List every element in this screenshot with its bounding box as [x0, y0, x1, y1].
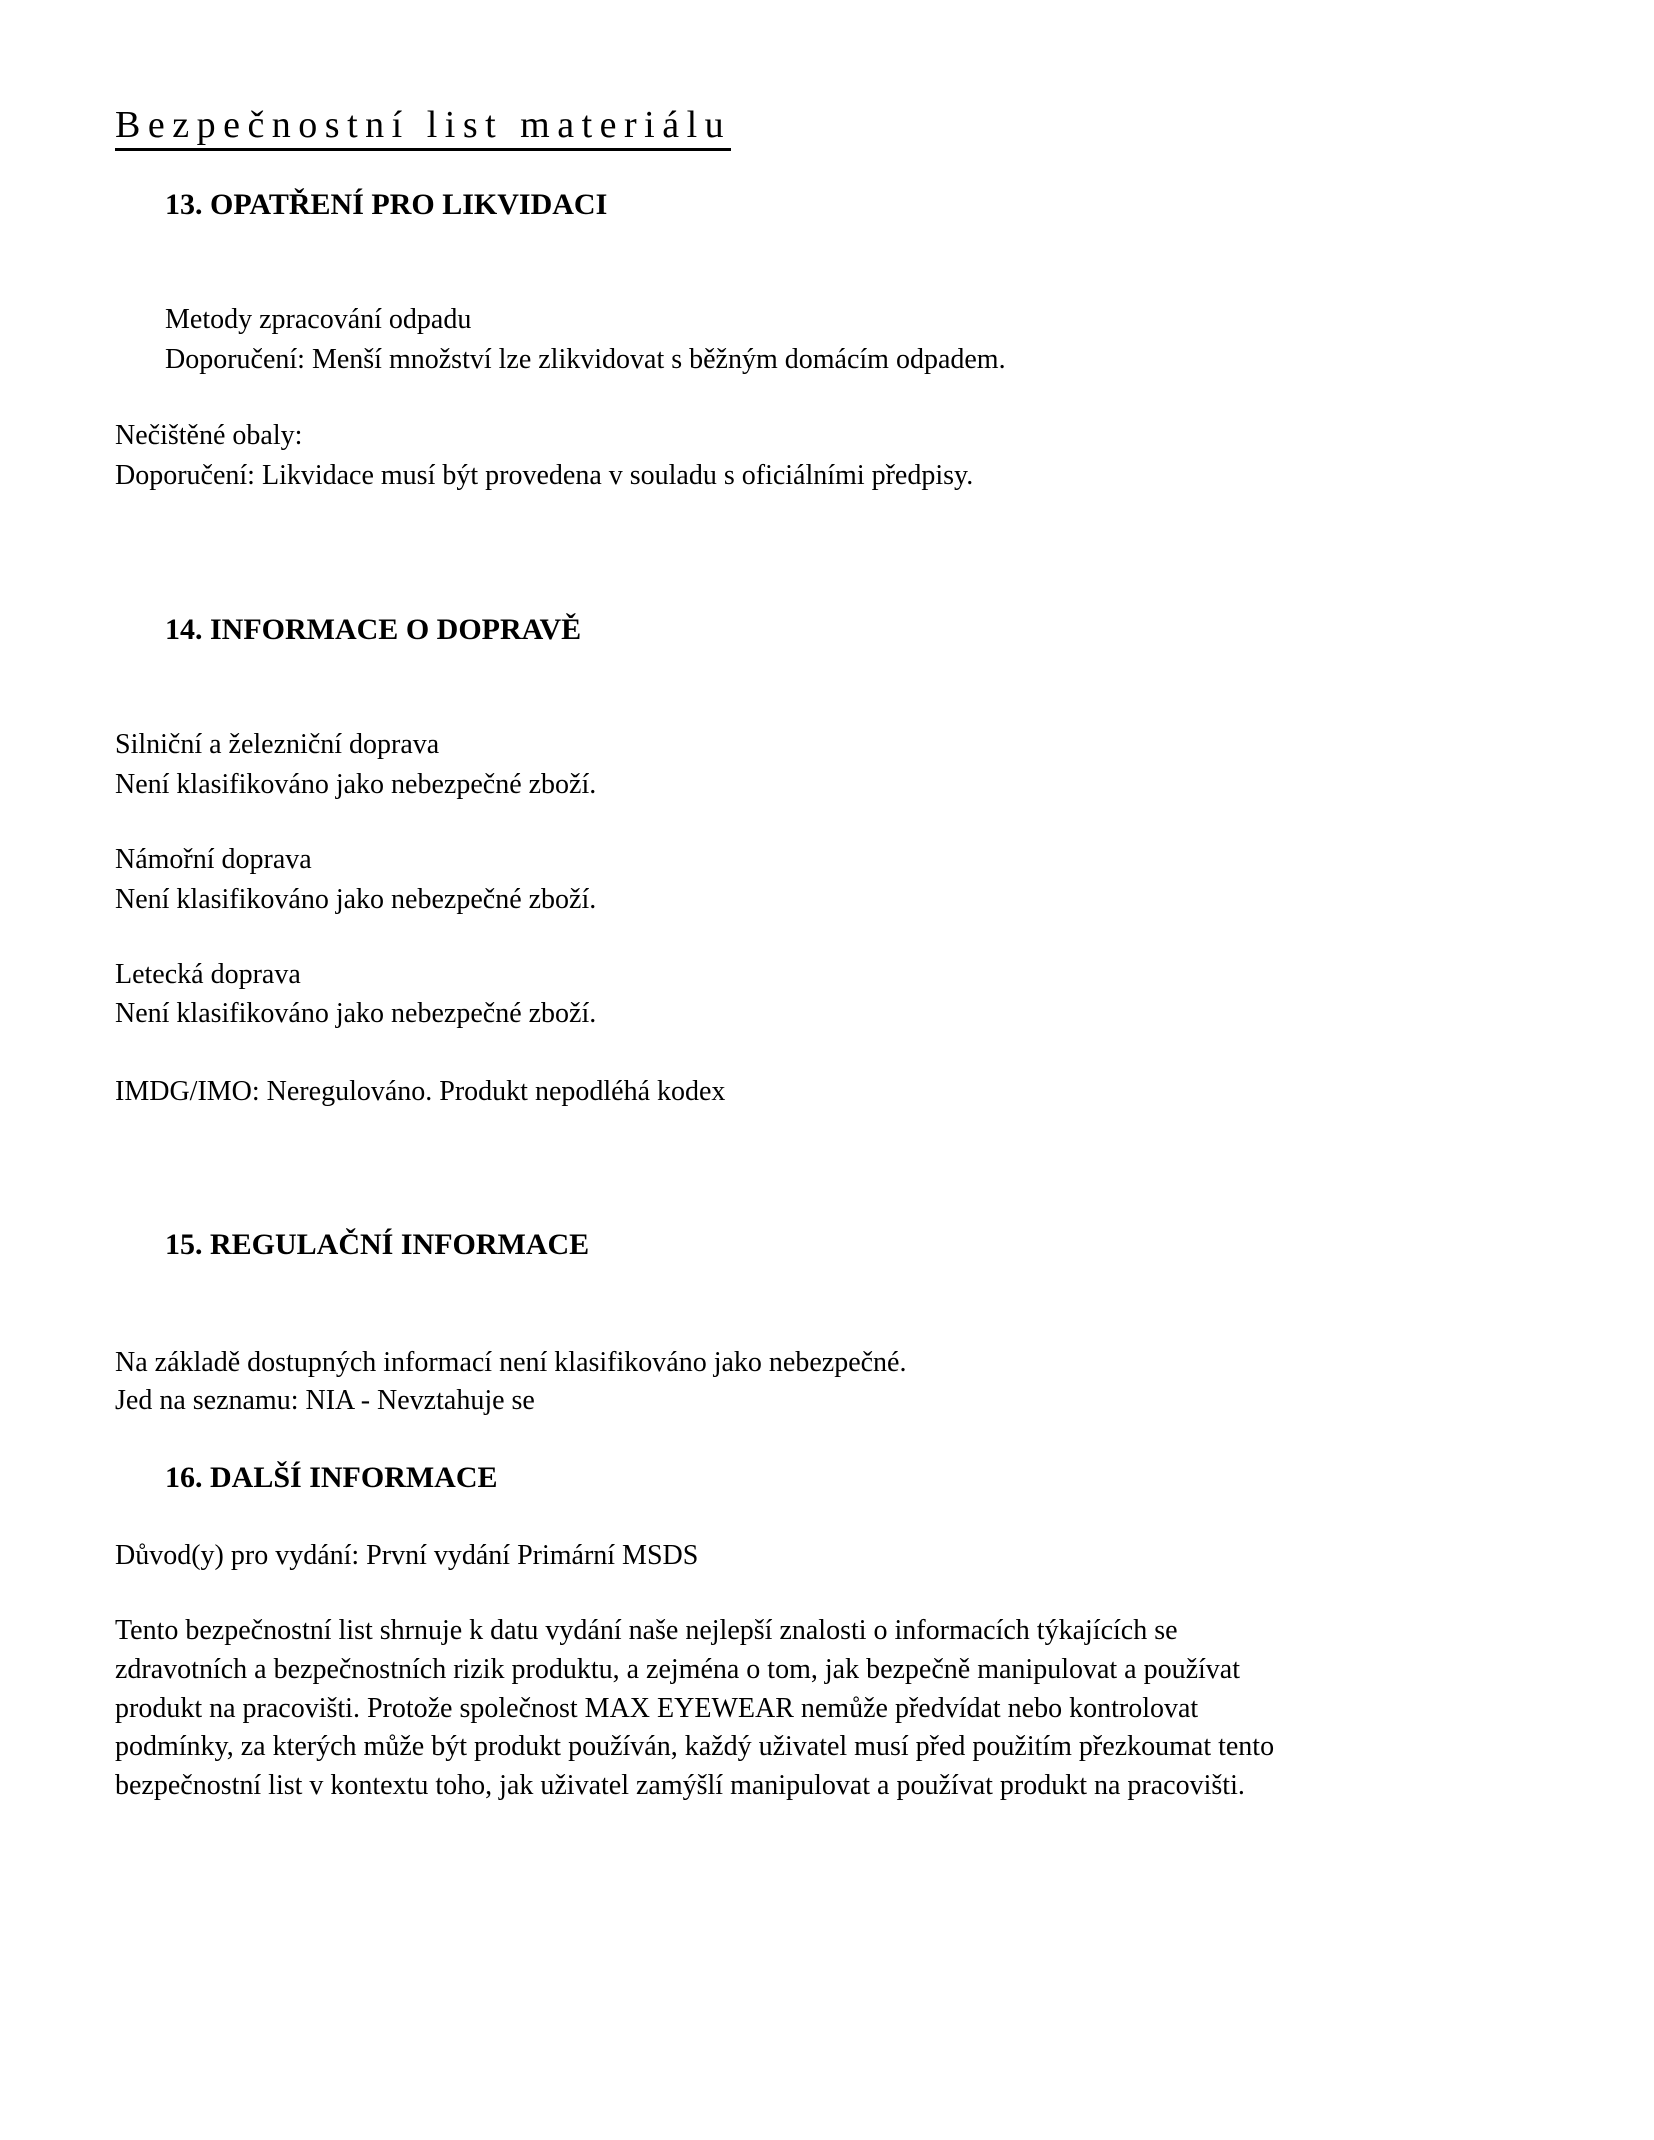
- sea-transport-text: Není klasifikováno jako nebezpečné zboží.: [115, 884, 597, 915]
- air-transport-label: Letecká doprava: [115, 959, 301, 990]
- imdg-text: IMDG/IMO: Neregulováno. Produkt nepodléhá kodex: [115, 1076, 726, 1107]
- disclaimer-line: zdravotních a bezpečnostních rizik produktu, a zejména o tom, jak bezpečně manipulovat a používat: [115, 1654, 1241, 1685]
- packaging-text: Doporučení: Likvidace musí být provedena v souladu s oficiálními předpisy.: [115, 460, 974, 491]
- disclaimer-line: podmínky, za kterých může být produkt používán, každý uživatel musí před použitím přezkoumat tento: [115, 1731, 1275, 1762]
- section-14-heading: 14. INFORMACE O DOPRAVĚ: [165, 613, 582, 646]
- road-transport-text: Není klasifikováno jako nebezpečné zboží.: [115, 769, 597, 800]
- air-transport-text: Není klasifikováno jako nebezpečné zboží.: [115, 998, 597, 1029]
- road-transport-label: Silniční a železniční doprava: [115, 729, 440, 760]
- regulatory-line-1: Na základě dostupných informací není klasifikováno jako nebezpečné.: [115, 1347, 907, 1378]
- packaging-label: Nečištěné obaly:: [115, 420, 303, 451]
- regulatory-line-2: Jed na seznamu: NIA - Nevztahuje se: [115, 1385, 535, 1416]
- disclaimer-line: bezpečnostní list v kontextu toho, jak uživatel zamýšlí manipulovat a používat produkt na pracovišti.: [115, 1770, 1245, 1801]
- disclaimer-line: produkt na pracovišti. Protože společnost MAX EYEWEAR nemůže předvídat nebo kontrolovat: [115, 1693, 1199, 1724]
- waste-methods-text: Doporučení: Menší množství lze zlikvidovat s běžným domácím odpadem.: [165, 344, 1006, 375]
- issue-reason: Důvod(y) pro vydání: První vydání Primární MSDS: [115, 1540, 699, 1571]
- section-13-heading: 13. OPATŘENÍ PRO LIKVIDACI: [165, 188, 608, 221]
- waste-methods-label: Metody zpracování odpadu: [165, 304, 472, 335]
- sea-transport-label: Námořní doprava: [115, 844, 312, 875]
- section-15-heading: 15. REGULAČNÍ INFORMACE: [165, 1228, 590, 1261]
- disclaimer-line: Tento bezpečnostní list shrnuje k datu vydání naše nejlepší znalosti o informacích týkajících se: [115, 1615, 1178, 1646]
- document-title: Bezpečnostní list materiálu: [115, 102, 731, 151]
- section-16-heading: 16. DALŠÍ INFORMACE: [165, 1461, 498, 1494]
